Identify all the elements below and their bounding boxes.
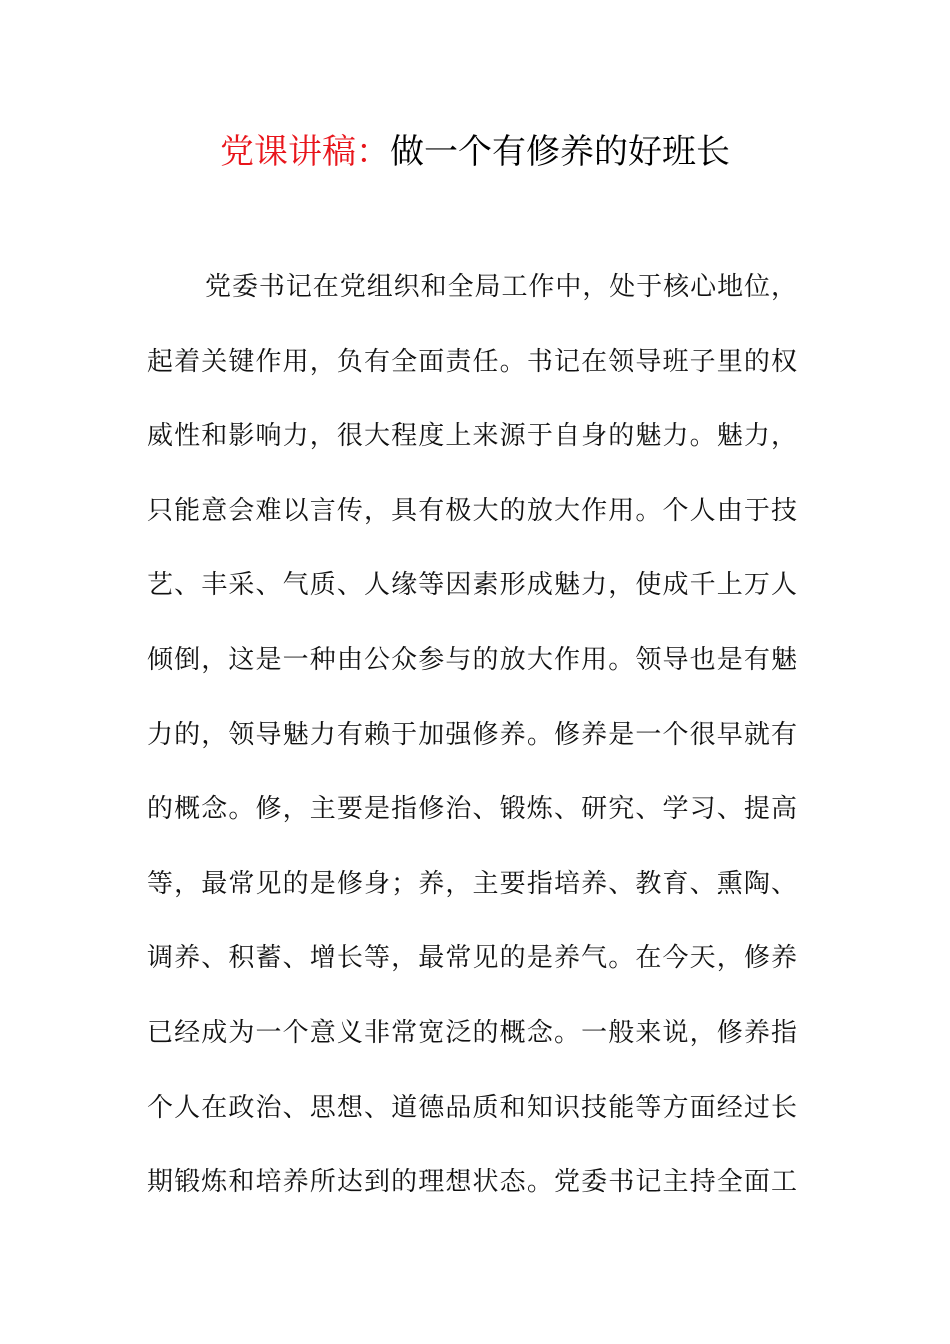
- paragraph-line: 艺、丰采、气质、人缘等因素形成魅力，使成千上万人: [147, 570, 797, 601]
- paragraph-line: 党委书记在党组织和全局工作中，处于核心地位，: [205, 272, 797, 302]
- paragraph-line: 倾倒，这是一种由公众参与的放大作用。领导也是有魅: [147, 644, 797, 675]
- paragraph-line: 的概念。修，主要是指修治、锻炼、研究、学习、提高: [147, 794, 797, 825]
- paragraph-line: 只能意会难以言传，具有极大的放大作用。个人由于技: [147, 495, 797, 526]
- paragraph-line: 力的，领导魅力有赖于加强修养。修养是一个很早就有: [147, 719, 797, 750]
- page-title: [0, 128, 950, 176]
- paragraph-line: 调养、积蓄、增长等，最常见的是养气。在今天，修养: [147, 943, 797, 974]
- paragraph-line: 个人在政治、思想、道德品质和知识技能等方面经过长: [147, 1092, 797, 1123]
- paragraph-line: 起着关键作用，负有全面责任。书记在领导班子里的权: [147, 346, 797, 377]
- body-paragraph: [147, 266, 797, 1236]
- title-main: 做一个有修养的好班长: [390, 132, 730, 172]
- paragraph-line: 威性和影响力，很大程度上来源于自身的魅力。魅力，: [147, 421, 797, 452]
- paragraph-line: 已经成为一个意义非常宽泛的概念。一般来说，修养指: [147, 1017, 797, 1048]
- paragraph-line: 期锻炼和培养所达到的理想状态。党委书记主持全面工: [147, 1167, 797, 1198]
- title-prefix: 党课讲稿：: [220, 132, 390, 172]
- paragraph-line: 等，最常见的是修身；养，主要指培养、教育、熏陶、: [147, 868, 797, 899]
